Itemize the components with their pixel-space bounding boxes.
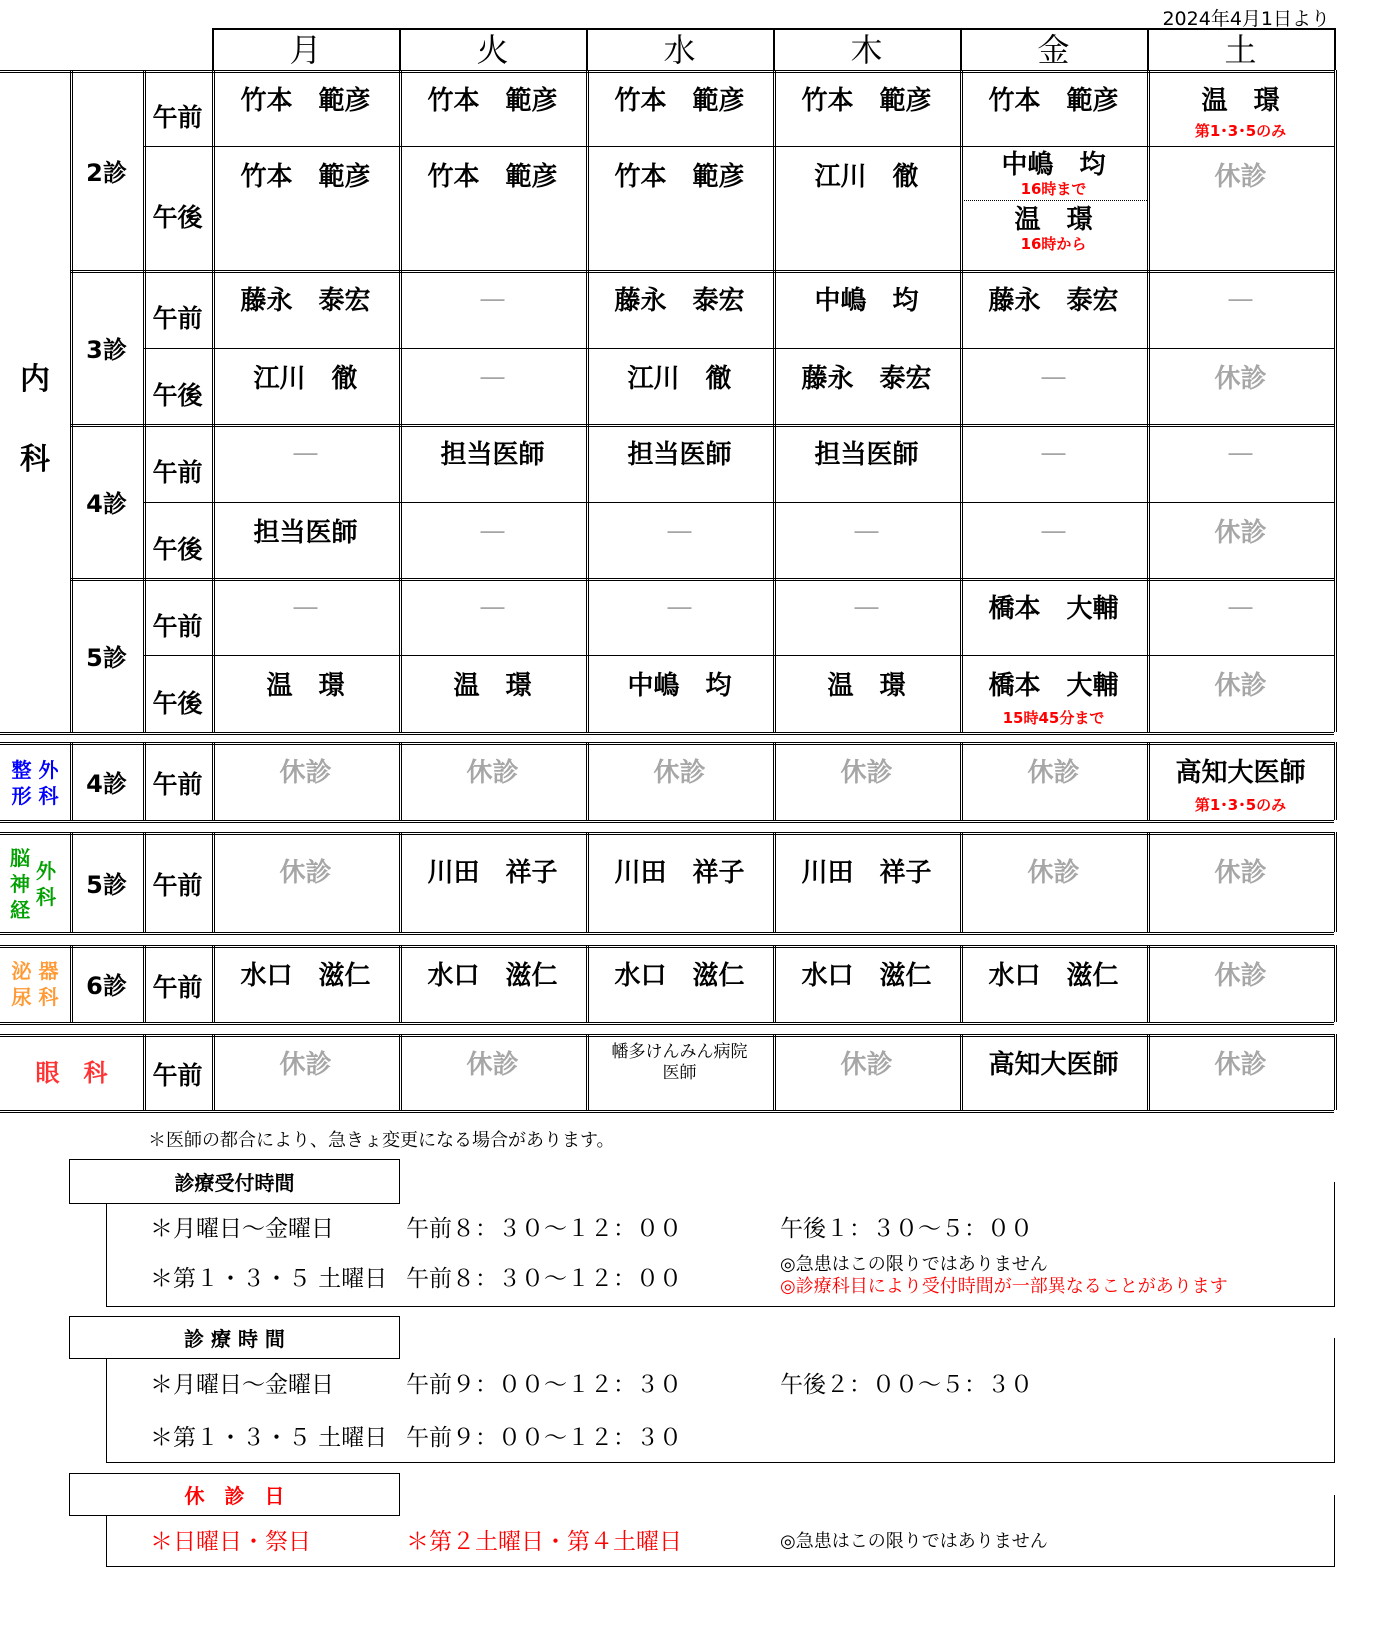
schedule-cell — [1147, 426, 1334, 502]
schedule-cell — [212, 1036, 399, 1110]
doctor-name: 担当医師 — [627, 440, 732, 470]
day-header-0: 月 — [289, 31, 322, 69]
closed-label: 休診 — [279, 758, 332, 788]
no-clinic-dash: ― — [293, 439, 318, 467]
doctor-name: 温 璟 — [827, 671, 906, 701]
room-label: 6診 — [86, 972, 127, 1000]
dept-hin-c4: 科 — [38, 985, 59, 1009]
doctor-name: 竹本 範彦 — [988, 86, 1119, 116]
session-pm-label: 午後 — [152, 688, 203, 718]
grid-vline — [1334, 832, 1337, 932]
grid-vline — [1334, 945, 1337, 1022]
schedule-cell — [212, 72, 399, 146]
doctor-name: 水口 滋仁 — [801, 961, 932, 991]
grid-vline — [1334, 70, 1337, 732]
day-header-1: 火 — [476, 31, 509, 69]
holidays-item2: ＊第２土曜日・第４土曜日 — [406, 1529, 682, 1555]
schedule-cell — [960, 426, 1147, 502]
hours-sat-am: 午前９：００～１２：３０ — [406, 1425, 682, 1451]
doctor-name: 水口 滋仁 — [614, 961, 745, 991]
schedule-cell — [1147, 72, 1334, 146]
doctor-name: 担当医師 — [253, 518, 358, 548]
schedule-cell — [960, 1036, 1147, 1110]
schedule-cell — [586, 350, 773, 424]
doctor-name: 担当医師 — [440, 440, 545, 470]
doctor-name: 藤永 泰宏 — [240, 286, 371, 316]
schedule-cell — [586, 947, 773, 1022]
session-am-label: 午前 — [152, 103, 203, 132]
holidays-item1: ＊日曜日・祭日 — [150, 1529, 311, 1555]
schedule-cell — [773, 504, 960, 578]
session-am-label: 午前 — [152, 458, 203, 487]
doctor-name: 中嶋 均 — [1001, 150, 1106, 180]
closed-label: 休診 — [1214, 671, 1267, 701]
schedule-cell — [399, 834, 586, 932]
schedule-cell — [212, 657, 399, 732]
doctor-name: 橋本 大輔 — [988, 671, 1119, 701]
doctor-name: 温 璟 — [1201, 86, 1280, 116]
schedule-cell — [773, 580, 960, 655]
closed-label: 休診 — [840, 1050, 893, 1080]
schedule-cell — [960, 834, 1147, 932]
schedule-cell — [586, 148, 773, 270]
schedule-cell — [212, 350, 399, 424]
doctor-name: 温 璟 — [266, 671, 345, 701]
no-clinic-dash: ― — [293, 593, 318, 621]
schedule-cell — [212, 580, 399, 655]
reception-sat-label: ＊第１・３・５ 土曜日 — [150, 1266, 388, 1292]
reception-note-dept: ◎診療科目により受付時間が一部異なることがあります — [780, 1276, 1228, 1297]
reception-sat-am: 午前８：３０～１２：００ — [406, 1266, 682, 1292]
grid-vline — [1334, 742, 1337, 820]
schedule-cell — [960, 580, 1147, 655]
no-clinic-dash: ― — [667, 517, 692, 545]
session-am-label: 午前 — [152, 972, 203, 1002]
schedule-cell — [399, 148, 586, 270]
no-clinic-dash: ― — [1041, 363, 1066, 391]
day-header-4: 金 — [1037, 31, 1070, 69]
hours-title: 診 療 時 間 — [69, 1316, 400, 1359]
hours-weekday-pm: 午後２：００～５：３０ — [780, 1372, 1033, 1398]
grid-hline — [143, 655, 1334, 656]
schedule-cell — [586, 744, 773, 820]
effective-date: 2024年4月1日より — [1162, 8, 1330, 30]
schedule-cell — [212, 834, 399, 932]
no-clinic-dash: ― — [480, 593, 505, 621]
doctor-name: 幡多けんみん病院 医師 — [611, 1042, 748, 1083]
doctor-name: 竹本 範彦 — [614, 86, 745, 116]
no-clinic-dash: ― — [480, 517, 505, 545]
schedule-cell — [1147, 834, 1334, 932]
schedule-cell — [773, 1036, 960, 1110]
day-header-5: 土 — [1224, 31, 1257, 69]
doctor-name: 中嶋 均 — [627, 671, 732, 701]
dept-nou-c2: 外 — [36, 859, 56, 883]
schedule-cell — [1147, 744, 1334, 820]
schedule-cell — [960, 350, 1147, 424]
schedule-cell — [212, 272, 399, 348]
hours-weekday-am: 午前９：００～１２：３０ — [406, 1372, 682, 1398]
dept-nou-c4: 科 — [36, 885, 56, 909]
day-header-3: 木 — [850, 31, 883, 69]
schedule-cell — [212, 504, 399, 578]
schedule-cell — [960, 657, 1147, 732]
closed-label: 休診 — [1027, 858, 1080, 888]
schedule-cell — [212, 426, 399, 502]
grid-vline — [1334, 28, 1336, 70]
grid-hline — [143, 146, 1334, 147]
dept-seikei-c1: 整 — [11, 758, 32, 782]
schedule-cell — [586, 72, 773, 146]
no-clinic-dash: ― — [480, 285, 505, 313]
no-clinic-dash: ― — [854, 517, 879, 545]
doctor-name: 竹本 範彦 — [240, 162, 371, 192]
schedule-cell — [1147, 148, 1334, 270]
room-label: 4診 — [86, 489, 127, 518]
closed-label: 休診 — [1214, 858, 1267, 888]
schedule-cell — [1147, 947, 1334, 1022]
doctor-name: 水口 滋仁 — [427, 961, 558, 991]
grid-vline — [1334, 1034, 1337, 1110]
schedule-cell — [773, 350, 960, 424]
room-label: 3診 — [86, 335, 127, 364]
schedule-cell — [1147, 504, 1334, 578]
session-am-label: 午前 — [152, 611, 203, 641]
doctor-name: 竹本 範彦 — [614, 162, 745, 192]
dept-hinyouki — [6, 958, 64, 1010]
schedule-cell — [773, 272, 960, 348]
reception-weekday-am: 午前８：３０～１２：００ — [406, 1216, 682, 1242]
doctor-name: 橋本 大輔 — [988, 594, 1119, 624]
schedule-cell — [960, 72, 1147, 146]
dept-naika-char2: 科 — [20, 442, 50, 477]
dept-seikei-c4: 科 — [38, 784, 59, 808]
no-clinic-dash: ― — [1228, 593, 1253, 621]
session-am-label: 午前 — [152, 304, 203, 333]
closed-label: 休診 — [1214, 364, 1267, 394]
cell-note: 16時まで — [1020, 180, 1087, 198]
schedule-cell — [960, 146, 1147, 270]
cell-note: 16時から — [1020, 235, 1087, 253]
doctor-name: 江川 徹 — [253, 364, 358, 394]
schedule-cell — [773, 426, 960, 502]
room-label: 4診 — [86, 769, 127, 798]
doctor-name: 高知大医師 — [1175, 758, 1306, 788]
dept-seikei — [6, 757, 64, 809]
schedule-cell — [586, 834, 773, 932]
dept-seikei-c2: 外 — [38, 758, 59, 782]
doctor-name: 竹本 範彦 — [801, 86, 932, 116]
dept-naika-char1: 内 — [20, 362, 50, 397]
doctor-name: 竹本 範彦 — [240, 86, 371, 116]
no-clinic-dash: ― — [1041, 517, 1066, 545]
session-pm-label: 午後 — [152, 535, 203, 564]
session-am-label: 午前 — [152, 770, 203, 799]
reception-weekday-pm: 午後１：３０～５：００ — [780, 1216, 1033, 1242]
grid-hline — [143, 348, 1334, 349]
schedule-cell — [399, 947, 586, 1022]
doctor-name: 江川 徹 — [814, 162, 919, 192]
schedule-cell — [399, 426, 586, 502]
reception-title: 診療受付時間 — [69, 1159, 400, 1204]
schedule-cell — [773, 657, 960, 732]
doctor-name: 江川 徹 — [627, 364, 732, 394]
hours-sat-label: ＊第１・３・５ 土曜日 — [150, 1425, 388, 1451]
closed-label: 休診 — [466, 758, 519, 788]
dept-naika — [0, 340, 70, 500]
schedule-cell — [773, 72, 960, 146]
schedule-cell — [960, 947, 1147, 1022]
cell-note: 第1･3･5のみ — [1194, 122, 1287, 140]
closed-label: 休診 — [840, 758, 893, 788]
schedule-cell — [1147, 1036, 1334, 1110]
dept-nou-c1: 脳 — [10, 846, 30, 870]
session-pm-label: 午後 — [152, 203, 203, 232]
holidays-title: 休 診 日 — [69, 1473, 400, 1516]
schedule-cell — [586, 426, 773, 502]
doctor-name: 藤永 泰宏 — [988, 286, 1119, 316]
room-label: 5診 — [86, 870, 127, 899]
doctor-name: 川田 祥子 — [801, 858, 932, 888]
session-am-label: 午前 — [152, 1061, 203, 1090]
schedule-cell — [773, 744, 960, 820]
closed-label: 休診 — [653, 758, 706, 788]
dept-hin-c1: 泌 — [11, 959, 32, 983]
doctor-name: 温 璟 — [1014, 205, 1093, 235]
schedule-cell — [212, 947, 399, 1022]
dept-hin-c3: 尿 — [11, 985, 32, 1009]
dept-noushinkei — [6, 845, 64, 923]
schedule-cell — [586, 1036, 773, 1110]
schedule-cell — [773, 834, 960, 932]
schedule-cell — [399, 1036, 586, 1110]
dept-nou-c5: 経 — [10, 898, 30, 922]
closed-label: 休診 — [1214, 1050, 1267, 1080]
schedule-cell — [586, 657, 773, 732]
no-clinic-dash: ― — [667, 593, 692, 621]
session-pm-label: 午後 — [152, 381, 203, 410]
room-label: 5診 — [86, 643, 127, 672]
schedule-cell — [399, 350, 586, 424]
holidays-note: ◎急患はこの限りではありません — [780, 1531, 1048, 1552]
no-clinic-dash: ― — [1228, 285, 1253, 313]
reception-weekday-label: ＊月曜日～金曜日 — [150, 1216, 334, 1242]
schedule-cell — [1147, 272, 1334, 348]
doctor-name: 川田 祥子 — [614, 858, 745, 888]
doctor-name: 川田 祥子 — [427, 858, 558, 888]
closed-label: 休診 — [466, 1050, 519, 1080]
reception-note-emergency: ◎急患はこの限りではありません — [780, 1254, 1048, 1275]
session-am-label: 午前 — [152, 871, 203, 900]
cell-note: 15時45分まで — [1002, 709, 1105, 727]
schedule-cell — [586, 580, 773, 655]
schedule-cell — [773, 148, 960, 270]
room-label: 2診 — [86, 158, 127, 187]
dept-ganka: 眼 科 — [35, 1059, 108, 1087]
doctor-name: 竹本 範彦 — [427, 86, 558, 116]
schedule-cell — [960, 504, 1147, 578]
doctor-name: 温 璟 — [453, 671, 532, 701]
doctor-name: 担当医師 — [814, 440, 919, 470]
grid-hline — [143, 502, 1334, 503]
schedule-cell — [212, 148, 399, 270]
schedule-cell — [1147, 350, 1334, 424]
doctor-name: 中嶋 均 — [814, 286, 919, 316]
doctor-name: 水口 滋仁 — [240, 961, 371, 991]
schedule-cell — [586, 272, 773, 348]
schedule-cell — [399, 72, 586, 146]
closed-label: 休診 — [1214, 518, 1267, 548]
closed-label: 休診 — [279, 858, 332, 888]
hours-weekday-label: ＊月曜日～金曜日 — [150, 1372, 334, 1398]
day-header-2: 水 — [663, 31, 696, 69]
schedule-cell — [773, 947, 960, 1022]
closed-label: 休診 — [279, 1050, 332, 1080]
disclaimer: ＊医師の都合により、急きょ変更になる場合があります。 — [148, 1130, 615, 1151]
schedule-cell — [212, 744, 399, 820]
schedule-cell — [1147, 657, 1334, 732]
closed-label: 休診 — [1214, 961, 1267, 991]
no-clinic-dash: ― — [1041, 439, 1066, 467]
schedule-cell — [399, 580, 586, 655]
schedule-cell — [399, 272, 586, 348]
doctor-name: 高知大医師 — [988, 1050, 1119, 1080]
doctor-name: 藤永 泰宏 — [801, 364, 932, 394]
schedule-cell — [960, 272, 1147, 348]
schedule-cell — [960, 744, 1147, 820]
schedule-cell — [586, 504, 773, 578]
dept-nou-c3: 神 — [10, 872, 30, 896]
no-clinic-dash: ― — [480, 363, 505, 391]
doctor-name: 藤永 泰宏 — [614, 286, 745, 316]
closed-label: 休診 — [1214, 162, 1267, 192]
dept-hin-c2: 器 — [38, 959, 59, 983]
schedule-cell — [1147, 580, 1334, 655]
cell-note: 第1･3･5のみ — [1194, 796, 1287, 814]
doctor-name: 水口 滋仁 — [988, 961, 1119, 991]
schedule-cell — [399, 504, 586, 578]
closed-label: 休診 — [1027, 758, 1080, 788]
schedule-cell — [399, 744, 586, 820]
doctor-name: 竹本 範彦 — [427, 162, 558, 192]
no-clinic-dash: ― — [854, 593, 879, 621]
dept-seikei-c3: 形 — [11, 784, 32, 808]
schedule-cell — [399, 657, 586, 732]
no-clinic-dash: ― — [1228, 439, 1253, 467]
